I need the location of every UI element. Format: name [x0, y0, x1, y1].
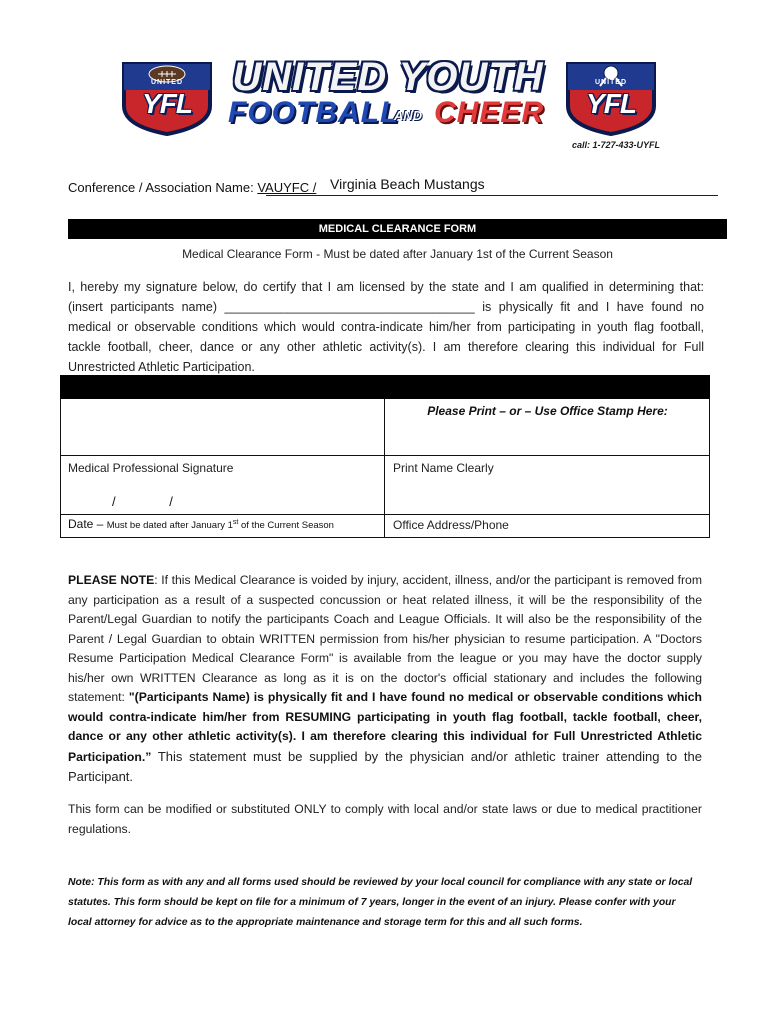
certification-paragraph: I, hereby my signature below, do certify that I am licensed by the state and I am qualified in determining that: (insert participants name) ____________________________________ is physically fit and I have found no medical or observable conditions which would contra-indicate him/her from participating in youth flag football, tackle football, cheer, dance or any other athletic activity(s). I am therefore clearing this individual for Full Unrestricted Athletic Participation. [68, 280, 704, 374]
logo-title-cheer: CHEER [434, 96, 545, 129]
table-divider [60, 455, 710, 456]
office-address-label: Office Address/Phone [393, 518, 509, 532]
legal-note: Note: This form as with any and all forms used should be reviewed by your local council for compliance with any state or local statutes. This form should be kept on file for a minimum of 7 years, longer in the event of an injury. Please confer with your local attorney for advice as to the appropriate maintenance and storage term for this and all such forms. [68, 877, 693, 928]
yfl-badge-left [118, 60, 216, 136]
print-name-label: Print Name Clearly [393, 461, 494, 475]
badge-yfl-text: YFL [586, 88, 636, 119]
please-note-text: : If this Medical Clearance is voided by injury, accident, illness, and/or the participant is removed from any participation as a result of a suspected concussion or heat related illness, it will be the responsibility of the Parent/Legal Guardian to notify the participants Coach and League Officials. It will also be the responsibility of the Parent / Legal Guardian to obtain WRITTEN permission from his/her physician to resume participation. A "Doctors Resume Participation Medical Clearance Form" is available from the league or you may have the doctor supply his/her own WRITTEN Clearance as long as it is on the doctor's official stationary and includes the following statement: [68, 573, 702, 704]
logo-title-football: FOOTBALL [228, 96, 400, 129]
office-stamp-label: Please Print – or – Use Office Stamp Here: [427, 404, 668, 418]
badge-united-text: UNITED [594, 79, 628, 86]
logo-phone: call: 1-727-433-UYFL [571, 140, 660, 150]
date-field[interactable]: / / [112, 494, 173, 509]
please-note-tail: This statement must be supplied by the physician and/or athletic trainer attending to the Participant. [68, 748, 702, 784]
logo-title-and: AND [394, 108, 423, 123]
please-note-statement: "(Participants Name) is physically fit and I have found no medical or observable conditions which would contra-indicate him/her from RESUMING participating in youth flag football, tackle football, cheer, dance or any other athletic activity(s). I am therefore clearing this individual for Full Unrestricted Athletic Participation.” [68, 690, 702, 764]
league-logo [118, 52, 664, 152]
signature-field[interactable] [61, 400, 383, 454]
date-note-sup: st [232, 518, 239, 526]
form-title: MEDICAL CLEARANCE FORM [68, 219, 727, 239]
yfl-badge-right [562, 60, 660, 136]
date-note-text: Must be dated after January 1 [106, 520, 233, 531]
conference-label [68, 180, 316, 195]
date-note-tail: of the Current Season [238, 520, 334, 531]
please-note-paragraph [68, 571, 702, 788]
conference-underline [266, 195, 718, 196]
date-note [107, 520, 334, 531]
date-label-text: Date – [68, 517, 104, 531]
badge-united-text: UNITED [150, 79, 184, 86]
table-divider [384, 399, 385, 538]
date-label [68, 517, 334, 531]
logo-title-united-youth: UNITED YOUTH [232, 55, 544, 99]
conference-name-field[interactable]: Virginia Beach Mustangs [330, 176, 485, 192]
table-header-bar [60, 375, 710, 399]
badge-yfl-text: YFL [142, 88, 192, 119]
conference-prefix: VAUYFC / [257, 180, 317, 195]
signature-label: Medical Professional Signature [68, 461, 234, 475]
table-divider [60, 514, 710, 515]
please-note-label: PLEASE NOTE [68, 573, 155, 587]
conference-label-text: Conference / Association Name: [68, 180, 258, 195]
modification-paragraph: This form can be modified or substituted ONLY to comply with local and/or state laws or due to medical practitioner regulations. [68, 802, 702, 836]
form-subtitle: Medical Clearance Form - Must be dated after January 1st of the Current Season [182, 247, 613, 261]
